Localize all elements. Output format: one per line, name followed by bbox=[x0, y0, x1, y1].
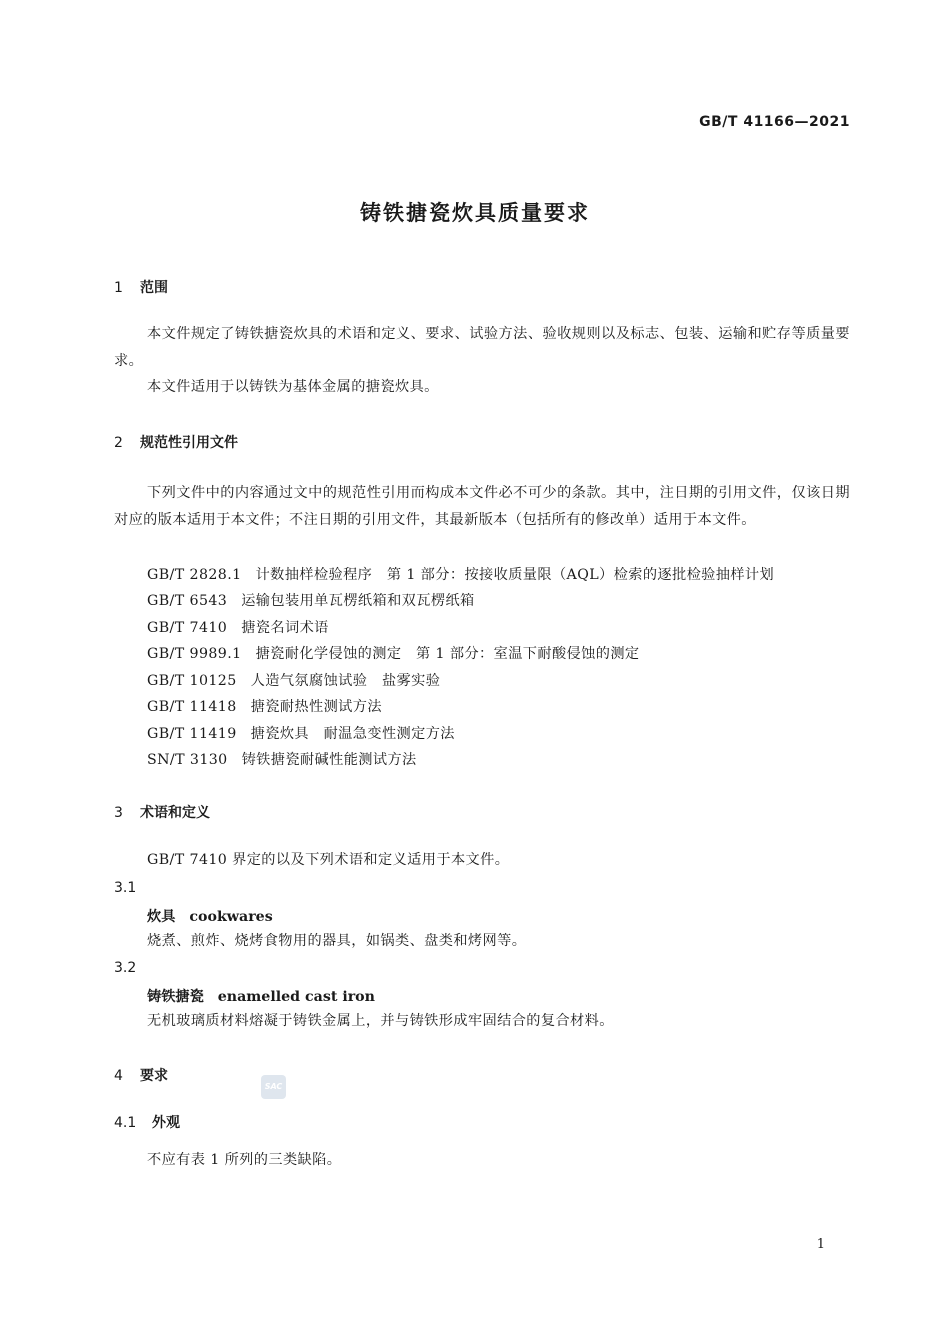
subsection-4-1-heading bbox=[114, 1112, 180, 1132]
subsection-number: 4.1 bbox=[114, 1115, 137, 1131]
section-number: 2 bbox=[114, 435, 123, 451]
term-number: 3.1 bbox=[114, 880, 137, 896]
section-2-intro: 下列文件中的内容通过文中的规范性引用而构成本文件必不可少的条款。其中，注日期的引用文件，仅该日期对应的版本适用于本文件；不注日期的引用文件，其最新版本（包括所有的修改单）适用于本文件。 bbox=[114, 485, 850, 528]
section-3-intro: GB/T 7410 界定的以及下列术语和定义适用于本文件。 bbox=[147, 852, 510, 868]
section-title: 规范性引用文件 bbox=[140, 435, 238, 451]
reference-item bbox=[147, 590, 475, 610]
reference-item bbox=[147, 723, 455, 743]
reference-title: 搪瓷名词术语 bbox=[241, 620, 329, 636]
reference-item bbox=[147, 564, 774, 584]
reference-title: 人造气氛腐蚀试验 盐雾实验 bbox=[250, 673, 441, 689]
sac-watermark-logo: SAC bbox=[261, 1075, 286, 1099]
reference-item bbox=[147, 749, 417, 769]
term-definition: 无机玻璃质材料熔凝于铸铁金属上，并与铸铁形成牢固结合的复合材料。 bbox=[147, 1013, 614, 1029]
section-1-heading bbox=[114, 277, 168, 297]
section-1-paragraph-1: 本文件规定了铸铁搪瓷炊具的术语和定义、要求、试验方法、验收规则以及标志、包装、运输和贮存等质量要求。 bbox=[114, 326, 850, 369]
reference-code: SN/T 3130 bbox=[147, 752, 228, 768]
reference-code: GB/T 10125 bbox=[147, 673, 237, 689]
term-number: 3.2 bbox=[114, 960, 137, 976]
section-4-heading bbox=[114, 1065, 168, 1085]
reference-title: 运输包装用单瓦楞纸箱和双瓦楞纸箱 bbox=[241, 593, 475, 609]
term-english: enamelled cast iron bbox=[217, 989, 375, 1005]
reference-title: 搪瓷耐化学侵蚀的测定 第 1 部分：室温下耐酸侵蚀的测定 bbox=[255, 646, 640, 662]
term-english: cookwares bbox=[189, 909, 273, 925]
reference-code: GB/T 2828.1 bbox=[147, 567, 242, 583]
page-number: 1 bbox=[816, 1237, 825, 1252]
section-title: 范围 bbox=[140, 280, 168, 296]
section-1-paragraph-2: 本文件适用于以铸铁为基体金属的搪瓷炊具。 bbox=[147, 379, 439, 395]
reference-title: 搪瓷耐热性测试方法 bbox=[250, 699, 382, 715]
term-definition: 烧煮、煎炸、烧烤食物用的器具，如锅类、盘类和烤网等。 bbox=[147, 933, 527, 949]
subsection-title: 外观 bbox=[152, 1115, 180, 1131]
section-title: 要求 bbox=[140, 1068, 168, 1084]
reference-code: GB/T 6543 bbox=[147, 593, 228, 609]
subsection-4-1-text: 不应有表 1 所列的三类缺陷。 bbox=[147, 1152, 342, 1168]
section-number: 3 bbox=[114, 805, 123, 821]
section-title: 术语和定义 bbox=[140, 805, 210, 821]
reference-title: 搪瓷炊具 耐温急变性测定方法 bbox=[250, 726, 455, 742]
section-number: 4 bbox=[114, 1068, 123, 1084]
reference-code: GB/T 11418 bbox=[147, 699, 237, 715]
term-entry bbox=[147, 986, 375, 1006]
reference-code: GB/T 11419 bbox=[147, 726, 237, 742]
reference-code: GB/T 7410 bbox=[147, 620, 228, 636]
term-chinese: 炊具 bbox=[147, 909, 176, 925]
reference-item bbox=[147, 643, 640, 663]
reference-code: GB/T 9989.1 bbox=[147, 646, 242, 662]
section-2-heading bbox=[114, 432, 238, 452]
reference-title: 计数抽样检验程序 第 1 部分：按接收质量限（AQL）检索的逐批检验抽样计划 bbox=[255, 567, 775, 583]
section-3-heading bbox=[114, 802, 210, 822]
reference-item bbox=[147, 696, 382, 716]
section-number: 1 bbox=[114, 280, 123, 296]
reference-item bbox=[147, 670, 440, 690]
document-code: GB/T 41166—2021 bbox=[699, 114, 850, 130]
term-chinese: 铸铁搪瓷 bbox=[147, 989, 204, 1005]
reference-item bbox=[147, 617, 329, 637]
term-entry bbox=[147, 906, 273, 926]
reference-title: 铸铁搪瓷耐碱性能测试方法 bbox=[241, 752, 417, 768]
document-title: 铸铁搪瓷炊具质量要求 bbox=[360, 201, 590, 225]
